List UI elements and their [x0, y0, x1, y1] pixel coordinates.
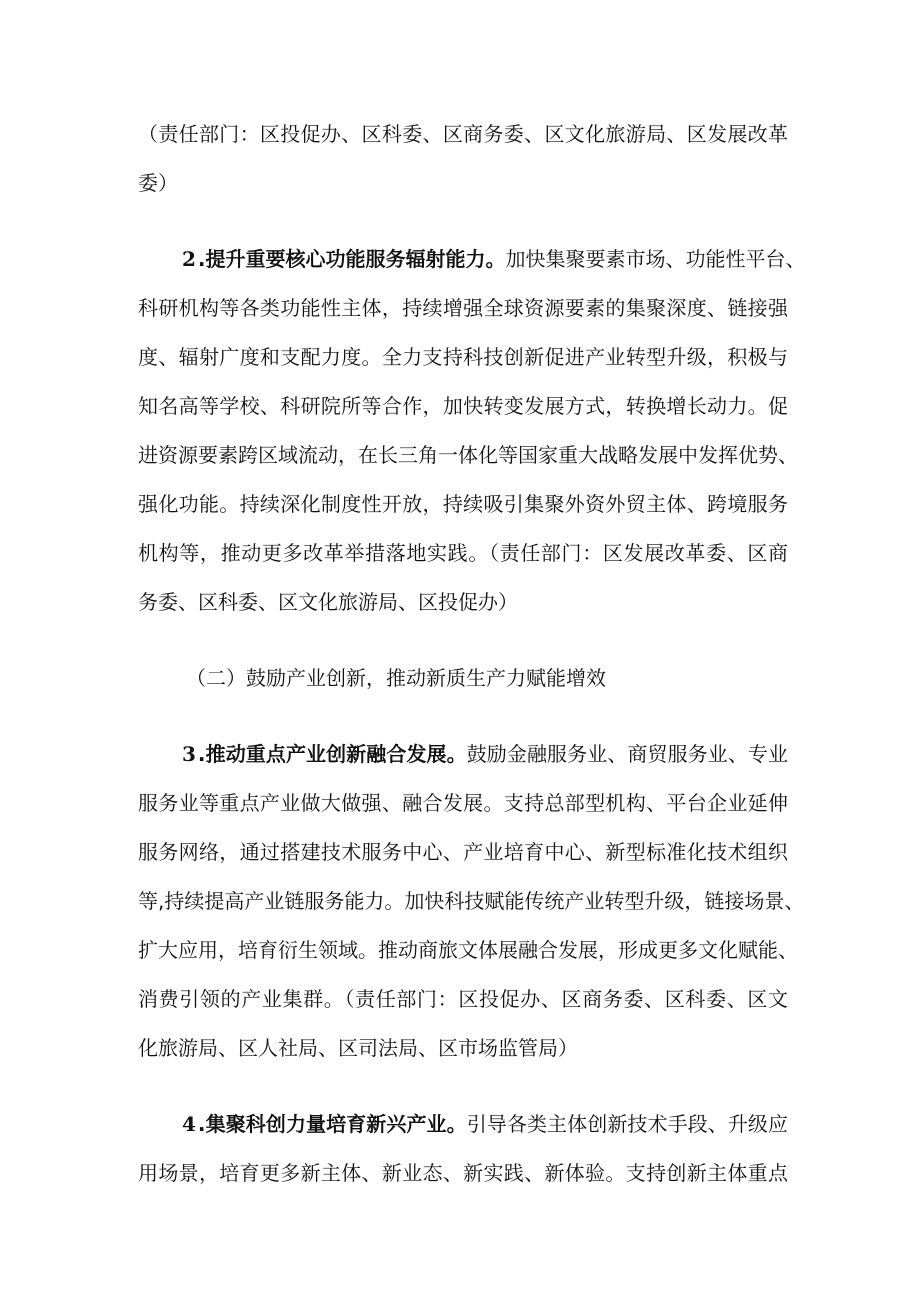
item2-line: 科研机构等各类功能性主体，持续增强全球资源要素的集聚深度、链接强	[138, 296, 788, 320]
para1-line-1: （责任部门：区投促办、区科委、区商务委、区文化旅游局、区发展改革	[138, 122, 788, 146]
item3-line: 服务网络，通过搭建技术服务中心、产业培育中心、新型标准化技术组织	[138, 840, 788, 864]
item3-first-rest: 鼓励金融服务业、商贸服务业、专业	[466, 742, 788, 766]
item2-first-rest: 加快集聚要素市场、功能性平台、	[505, 247, 806, 271]
item3-lead: .推动重点产业创新融合发展。	[197, 742, 467, 766]
item2-line: 务委、区科委、区文化旅游局、区投促办）	[138, 590, 518, 614]
item3-number: 3	[182, 742, 196, 766]
item2-first-line	[182, 245, 806, 273]
item2-line: 进资源要素跨区域流动，在长三角一体化等国家重大战略发展中发挥优势、	[138, 443, 798, 467]
item3-line: 化旅游局、区人社局、区司法局、区市场监管局）	[138, 1036, 578, 1060]
item3-first-line	[182, 740, 788, 768]
item2-line: 强化功能。持续深化制度性开放，持续吸引集聚外资外贸主体、跨境服务	[138, 492, 788, 516]
item3-line: 扩大应用，培育衍生领域。推动商旅文体展融合发展，形成更多文化赋能、	[138, 938, 798, 962]
para1-line-2: 委）	[138, 171, 178, 195]
item3-line: 等,持续提高产业链服务能力。加快科技赋能传统产业转型升级，链接场景、	[138, 889, 805, 913]
item4-first-line	[182, 1110, 788, 1138]
item4-line: 用场景，培育更多新主体、新业态、新实践、新体验。支持创新主体重点	[138, 1161, 788, 1185]
item2-number: 2	[182, 247, 196, 271]
item4-first-rest: 引导各类主体创新技术手段、升级应	[466, 1112, 788, 1136]
section-heading: （二）鼓励产业创新，推动新质生产力赋能增效	[186, 666, 606, 690]
item3-line: 服务业等重点产业做大做强、融合发展。支持总部型机构、平台企业延伸	[138, 791, 788, 815]
item2-line: 知名高等学校、科研院所等合作，加快转变发展方式，转换增长动力。促	[138, 394, 788, 418]
item3-line: 消费引领的产业集群。（责任部门：区投促办、区商务委、区科委、区文	[138, 987, 788, 1011]
item2-line: 度、辐射广度和支配力度。全力支持科技创新促进产业转型升级，积极与	[138, 345, 788, 369]
item4-lead: .集聚科创力量培育新兴产业。	[197, 1112, 467, 1136]
item4-number: 4	[182, 1112, 196, 1136]
item2-lead: .提升重要核心功能服务辐射能力。	[197, 247, 506, 271]
item2-line: 机构等，推动更多改革举措落地实践。（责任部门：区发展改革委、区商	[138, 541, 788, 565]
